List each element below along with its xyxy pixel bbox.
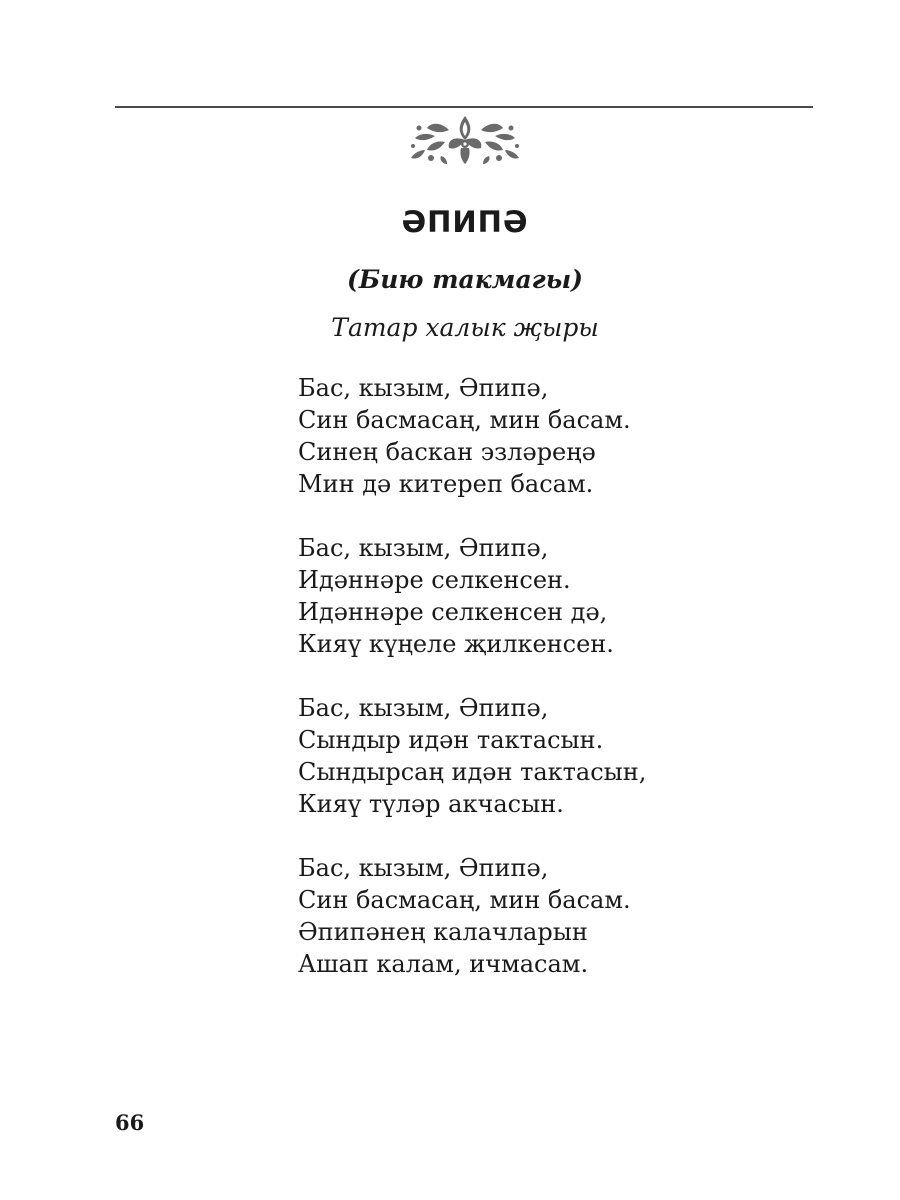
poem-line: Идәннәре селкенсен дә, <box>298 598 608 626</box>
poem-line: Бас, кызым, Әпипә, <box>298 854 549 882</box>
poem-title: ӘПИПӘ <box>401 205 529 239</box>
poem-line: Кияү күңеле җилкенсен. <box>298 630 614 658</box>
poem-line: Бас, кызым, Әпипә, <box>298 694 549 722</box>
poem-line: Бас, кызым, Әпипә, <box>298 374 549 402</box>
poem-line: Әпипәнең калачларын <box>298 918 588 946</box>
stanza <box>298 852 798 980</box>
floral-ornament-icon <box>405 110 525 166</box>
stanza <box>298 692 798 820</box>
poem-line: Бас, кызым, Әпипә, <box>298 534 549 562</box>
poem-line: Кияү түләр акчасын. <box>298 790 564 818</box>
stanza <box>298 532 798 660</box>
page-number: 66 <box>115 1110 145 1135</box>
poem-line: Мин дә китереп басам. <box>298 470 594 498</box>
poem-line: Ашап калам, ичмасам. <box>298 950 589 978</box>
stanza <box>298 372 798 500</box>
poem-line: Сындыр идән тактасын. <box>298 726 604 754</box>
poem-subtitle: (Бию такмагы) <box>347 265 583 294</box>
poem-line: Идәннәре селкенсен. <box>298 566 571 594</box>
poem-line: Сындырсаң идән тактасын, <box>298 758 647 786</box>
poem-body <box>298 372 798 1012</box>
poem-line: Синең баскан эзләреңә <box>298 438 596 466</box>
poem-line: Син басмасаң, мин басам. <box>298 886 631 914</box>
poem-line: Син басмасаң, мин басам. <box>298 406 631 434</box>
poem-attribution: Татар халык җыры <box>331 313 599 342</box>
top-rule-divider <box>115 106 813 108</box>
